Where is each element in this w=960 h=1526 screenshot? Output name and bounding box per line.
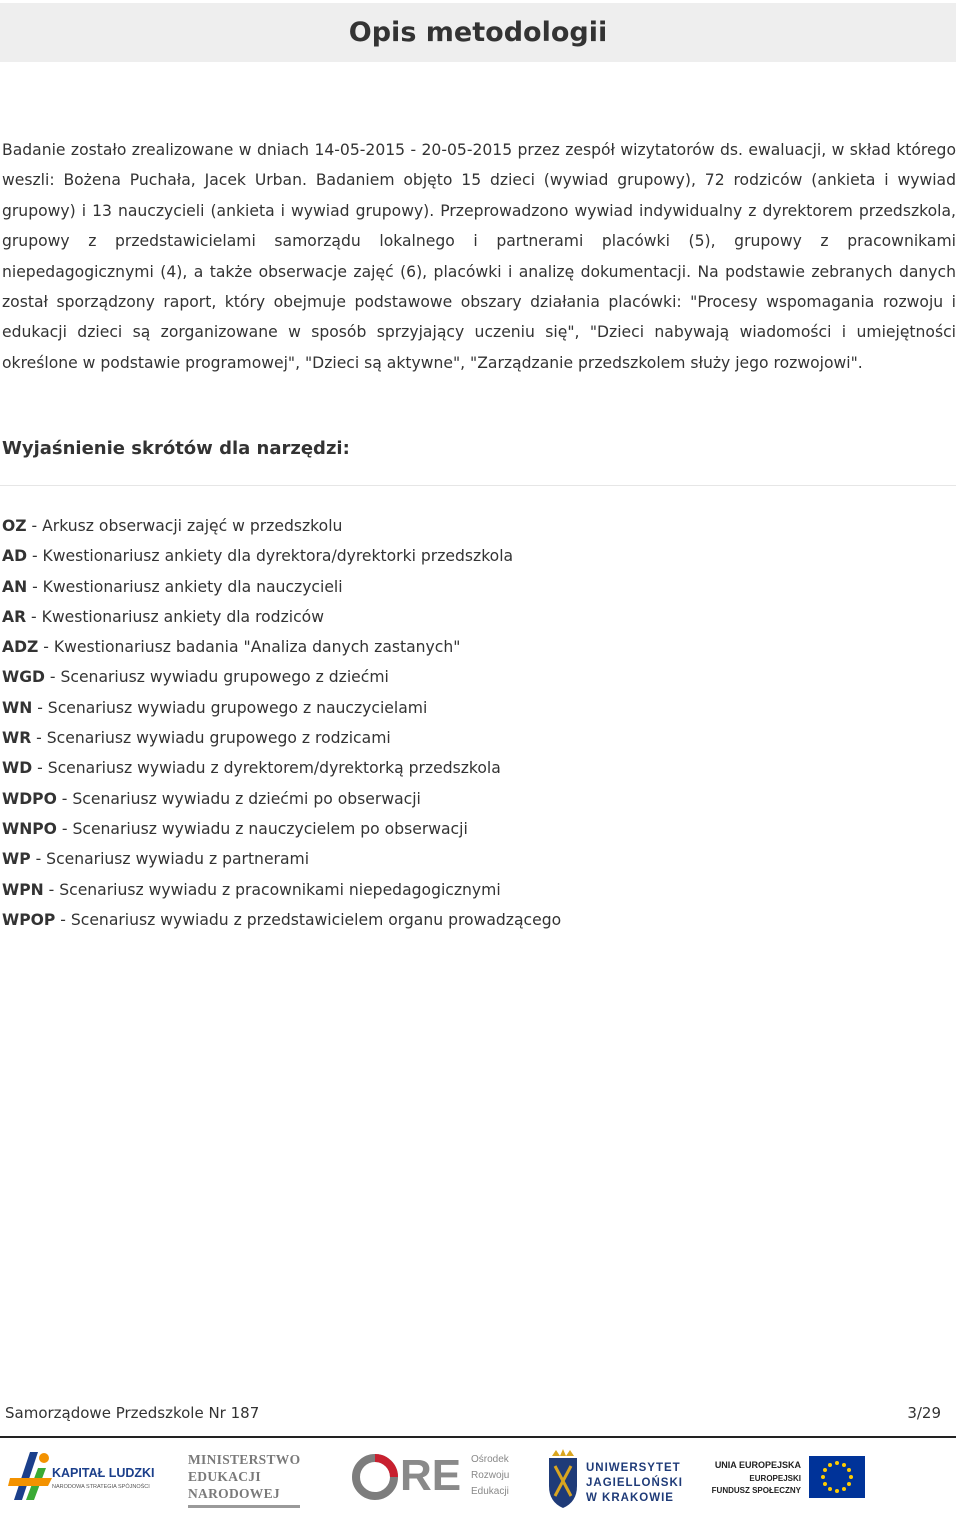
abbreviations-list: [2, 511, 561, 935]
abbr-code: WN: [2, 698, 33, 717]
list-item: [2, 693, 561, 723]
list-item: [2, 541, 561, 571]
list-item: [2, 844, 561, 874]
abbr-description: - Scenariusz wywiadu z dyrektorem/dyrektorką przedszkola: [32, 759, 501, 778]
footer-divider: [0, 1436, 956, 1438]
kapital-ludzki-subtitle: NARODOWA STRATEGIA SPÓJNOŚCI: [52, 1484, 150, 1490]
eu-logo: [705, 1456, 870, 1508]
abbr-description: - Scenariusz wywiadu grupowego z dziećmi: [44, 668, 389, 687]
abbreviations-heading: Wyjaśnienie skrótów dla narzędzi:: [2, 438, 350, 459]
list-item: [2, 572, 561, 602]
abbr-description: - Kwestionariusz badania "Analiza danych zastanych": [38, 638, 461, 657]
list-item: [2, 784, 561, 814]
eu-line-3: FUNDUSZ SPOŁECZNY: [711, 1486, 801, 1495]
men-line-2: EDUKACJI: [188, 1469, 261, 1484]
methodology-paragraph: Badanie zostało zrealizowane w dniach 14-05-2015 - 20-05-2015 przez zespół wizytatorów ds. ewaluacji, w skład którego weszli: Bożena Puchała, Jacek Urban. Badaniem objęto 15 dzieci (wywiad grupowy), 72 rodziców (ankieta i wywiad grupowy) i 13 nauczycieli (ankieta i wywiad grupowy). Przeprowadzono wywiad indywidualny z dyrektorem przedszkola, grupowy z przedstawicielami samorządu lokalnego i partnerami placówki (5), grupowy z pracownikami niepedagogicznymi (4), a także obserwacje zajęć (6), placówki i analizę dokumentacji. Na podstawie zebranych danych został sporządzony raport, który obejmuje podstawowe obszary działania placówki: "Procesy wspomagania rozwoju i edukacji dzieci są zorganizowane w sposób sprzyjający uczeniu się", "Dzieci nabywają wiadomości i umiejętności określone w podstawie programowej", "Dzieci są aktywne", "Zarządzanie przedszkolem służy jego rozwojowi".: [2, 141, 956, 372]
abbr-description: - Scenariusz wywiadu z pracownikami niepedagogicznymi: [43, 880, 501, 899]
kapital-ludzki-logo: [8, 1448, 168, 1512]
uj-crest-icon: [546, 1448, 580, 1510]
list-item: [2, 875, 561, 905]
men-line-1: MINISTERSTWO: [188, 1452, 301, 1467]
heading-divider: [0, 485, 956, 486]
abbr-code: WP: [2, 850, 31, 869]
title-bar: [0, 3, 956, 62]
abbr-code: OZ: [2, 517, 27, 535]
kapital-ludzki-mark-icon: [8, 1448, 54, 1504]
list-item: [2, 723, 561, 753]
footer-institution: Samorządowe Przedszkole Nr 187: [5, 1404, 260, 1422]
abbr-code: WNPO: [2, 819, 57, 838]
men-logo: [188, 1452, 313, 1512]
list-item: [2, 905, 561, 935]
list-item: [2, 602, 561, 632]
abbr-description: - Scenariusz wywiadu grupowego z nauczycielami: [32, 698, 428, 717]
abbr-code: AN: [2, 577, 28, 596]
abbr-code: AR: [2, 607, 27, 626]
list-item: [2, 511, 561, 541]
uj-line-2: JAGIELLOŃSKI: [586, 1477, 683, 1489]
eu-line-2: EUROPEJSKI: [749, 1474, 801, 1483]
uj-line-3: W KRAKOWIE: [586, 1492, 674, 1504]
men-underline: [188, 1505, 300, 1508]
abbr-description: - Kwestionariusz ankiety dla rodziców: [26, 607, 324, 626]
page-title: Opis metodologii: [348, 17, 608, 48]
men-line-3: NARODOWEJ: [188, 1486, 280, 1501]
list-item: [2, 814, 561, 844]
uj-line-1: UNIWERSYTET: [586, 1462, 681, 1474]
abbr-description: - Scenariusz wywiadu z dziećmi po obserwacji: [56, 789, 421, 808]
ore-ring-icon: [350, 1452, 400, 1502]
sponsor-logos: [0, 1444, 960, 1520]
uj-logo: [546, 1448, 686, 1514]
list-item: [2, 662, 561, 692]
abbr-code: WDPO: [2, 789, 57, 808]
list-item: [2, 632, 561, 662]
footer-page-number: 3/29: [907, 1404, 941, 1422]
abbr-code: WD: [2, 759, 33, 778]
ore-line-2: Rozwoju: [471, 1470, 510, 1481]
abbr-description: - Scenariusz wywiadu z przedstawicielem organu prowadzącego: [55, 910, 562, 929]
eu-line-1: UNIA EUROPEJSKA: [714, 1460, 801, 1470]
abbr-description: - Scenariusz wywiadu z partnerami: [30, 850, 310, 869]
abbr-description: - Scenariusz wywiadu grupowego z rodzicami: [31, 729, 391, 748]
kapital-ludzki-name: KAPITAŁ LUDZKI: [52, 1466, 155, 1480]
abbr-description: - Kwestionariusz ankiety dla nauczycieli: [27, 577, 343, 596]
abbr-code: ADZ: [2, 638, 39, 657]
list-item: [2, 753, 561, 783]
abbr-code: WPOP: [2, 910, 56, 929]
ore-letters: RE: [400, 1451, 462, 1500]
eu-flag-icon: [809, 1456, 865, 1498]
ore-line-3: Edukacji: [471, 1486, 509, 1497]
abbr-code: AD: [2, 547, 28, 566]
abbr-description: - Arkusz obserwacji zajęć w przedszkolu: [26, 517, 343, 535]
abbr-description: - Scenariusz wywiadu z nauczycielem po obserwacji: [56, 819, 468, 838]
ore-logo: [350, 1452, 520, 1512]
ore-line-1: Ośrodek: [471, 1454, 509, 1465]
abbr-code: WGD: [2, 668, 45, 687]
abbr-code: WR: [2, 729, 32, 748]
abbr-code: WPN: [2, 880, 44, 899]
abbr-description: - Kwestionariusz ankiety dla dyrektora/dyrektorki przedszkola: [27, 547, 514, 566]
